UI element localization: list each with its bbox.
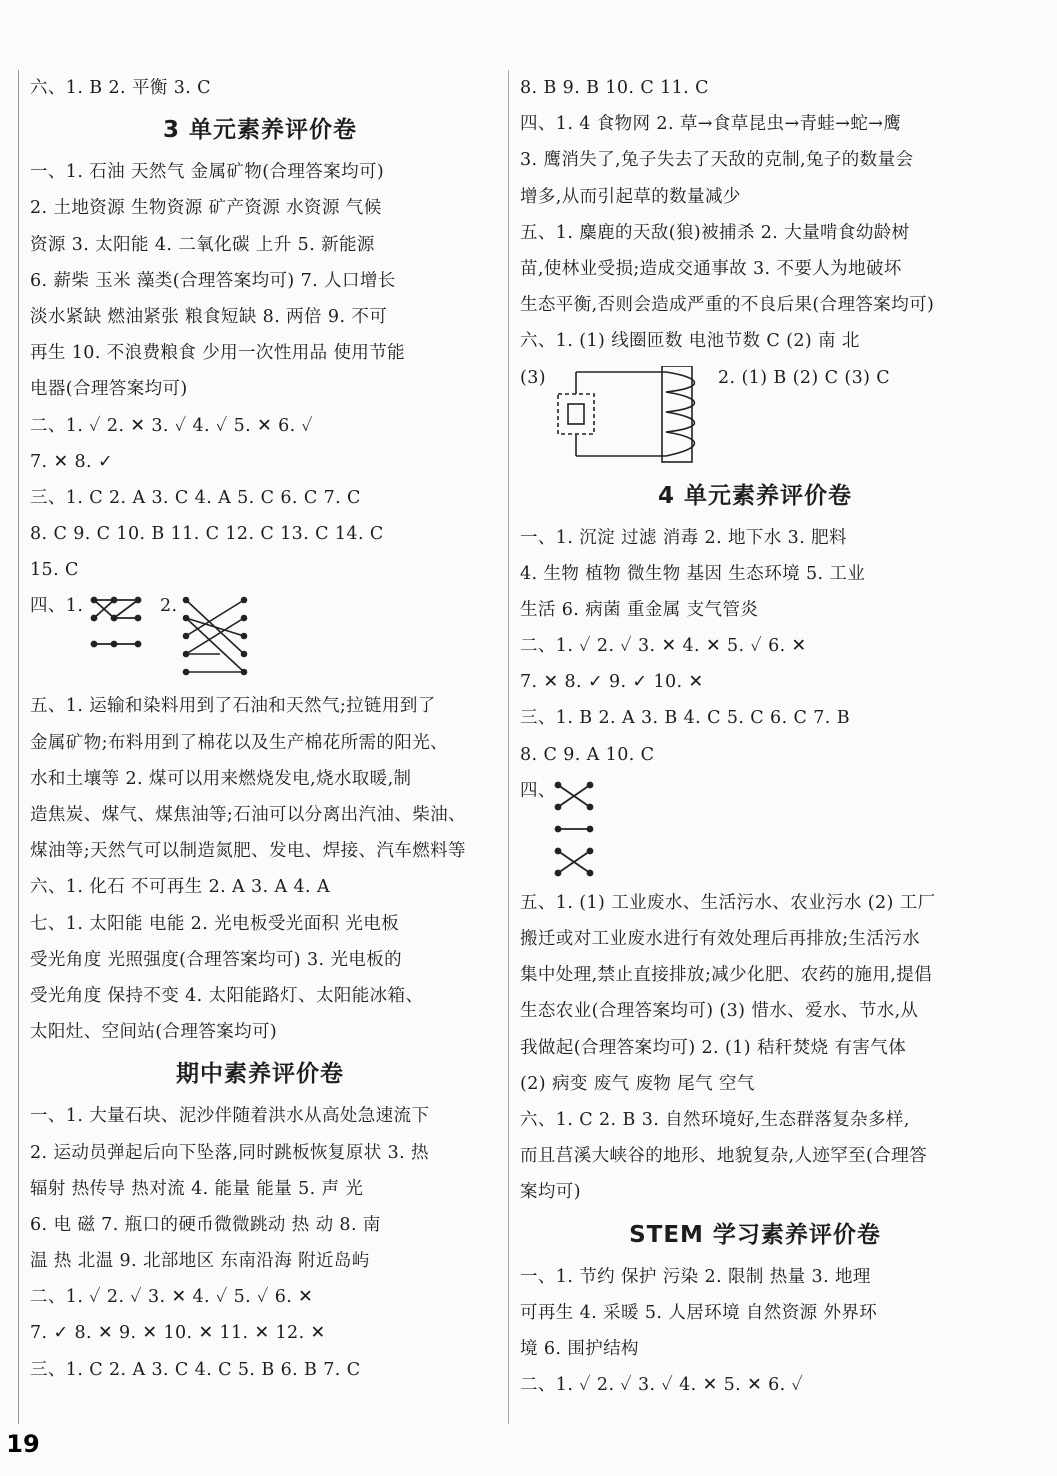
circuit-diagram — [554, 366, 724, 466]
answer-line: 15. C — [30, 560, 79, 581]
answer-line: 一、1. 沉淀 过滤 消毒 2. 地下水 3. 肥料 — [520, 527, 847, 548]
section-title-midterm: 期中素养评价卷 — [176, 1061, 344, 1088]
answer-line: 二、1. ✓ 2. ✓ 3. ✕ 4. ✕ 5. ✓ 6. ✕ — [520, 636, 807, 657]
column-divider — [508, 70, 509, 1424]
answer-line: 3. 鹰消失了,兔子失去了天敌的克制,兔子的数量会 — [520, 150, 914, 171]
answer-line: 六、1. 化石 不可再生 2. A 3. A 4. A — [30, 877, 331, 898]
section-title-unit4: 4 单元素养评价卷 — [657, 482, 852, 509]
answer-line: 我做起(合理答案均可) 2. (1) 秸秆焚烧 有害气体 — [520, 1037, 907, 1058]
answer-line: 一、1. 节约 保护 污染 2. 限制 热量 3. 地理 — [520, 1266, 871, 1287]
matching-diagram-3 — [554, 781, 594, 879]
answer-line: 7. ✓ 8. ✕ 9. ✕ 10. ✕ 11. ✕ 12. ✕ — [30, 1323, 326, 1344]
matching-diagram-1 — [90, 596, 142, 648]
answer-line: (2) 病变 废气 废物 尾气 空气 — [520, 1073, 755, 1094]
answer-line: 2. 运动员弹起后向下坠落,同时跳板恢复原状 3. 热 — [30, 1142, 429, 1163]
answer-line: 二、1. ✓ 2. ✓ 3. ✕ 4. ✓ 5. ✓ 6. ✕ — [30, 1287, 314, 1308]
right-column — [520, 70, 990, 1403]
answer-line: 生态农业(合理答案均可) (3) 惜水、爱水、节水,从 — [520, 1001, 919, 1022]
fig-label: 2. — [160, 596, 178, 617]
answer-line: 七、1. 太阳能 电能 2. 光电板受光面积 光电板 — [30, 913, 400, 934]
section-title-unit3: 3 单元素养评价卷 — [162, 117, 357, 144]
fig-label: 四、1. — [30, 596, 84, 617]
answer-line: 8. C 9. C 10. B 11. C 12. C 13. C 14. C — [30, 524, 384, 545]
answer-line: 一、1. 石油 天然气 金属矿物(合理答案均可) — [30, 162, 385, 183]
answer-line: 生态平衡,否则会造成严重的不良后果(合理答案均可) — [520, 295, 935, 316]
answer-line: 2. 土地资源 生物资源 矿产资源 水资源 气候 — [30, 198, 382, 219]
answer-line: 电器(合理答案均可) — [30, 379, 188, 400]
answer-line: 温 热 北温 9. 北部地区 东南沿海 附近岛屿 — [30, 1251, 370, 1272]
answer-line: 8. B 9. B 10. C 11. C — [520, 78, 709, 98]
answer-line: 6. 电 磁 7. 瓶口的硬币微微跳动 热 动 8. 南 — [30, 1214, 381, 1235]
answer-line: 案均可) — [520, 1182, 581, 1203]
answer-line: 苗,使林业受损;造成交通事故 3. 不要人为地破坏 — [520, 258, 902, 279]
answer-line: 辐射 热传导 热对流 4. 能量 能量 5. 声 光 — [30, 1178, 364, 1199]
answer-line: 4. 生物 植物 微生物 基因 生态环境 5. 工业 — [520, 563, 866, 584]
answer-line: 资源 3. 太阳能 4. 二氧化碳 上升 5. 新能源 — [30, 234, 375, 255]
answer-line: 五、1. 麋鹿的天敌(狼)被捕杀 2. 大量啃食幼龄树 — [520, 222, 910, 243]
answer-line: 六、1. B 2. 平衡 3. C — [30, 78, 211, 98]
answer-line: 五、1. 运输和染料用到了石油和天然气;拉链用到了 — [30, 696, 436, 717]
answer-line: 二、1. ✓ 2. ✓ 3. ✓ 4. ✕ 5. ✕ 6. ✓ — [520, 1375, 804, 1396]
answer-line: 六、1. (1) 线圈匝数 电池节数 C (2) 南 北 — [520, 331, 860, 352]
answer-line: 三、1. C 2. A 3. C 4. A 5. C 6. C 7. C — [30, 487, 361, 508]
fig-label: 四、 — [520, 780, 556, 801]
answer-line: 淡水紧缺 燃油紧张 粮食短缺 8. 两倍 9. 不可 — [30, 306, 388, 327]
answer-line: 五、1. (1) 工业废水、生活污水、农业污水 (2) 工厂 — [520, 892, 936, 913]
answer-line: 一、1. 大量石块、泥沙伴随着洪水从高处急速流下 — [30, 1106, 430, 1127]
answer-line: 水和土壤等 2. 煤可以用来燃烧发电,烧水取暖,制 — [30, 768, 412, 789]
answer-line: 集中处理,禁止直接排放;减少化肥、农药的施用,提倡 — [520, 965, 933, 986]
answer-line: 增多,从而引起草的数量减少 — [520, 186, 741, 207]
answer-line: 7. ✕ 8. ✓ — [30, 451, 114, 472]
left-margin-rule — [18, 70, 19, 1424]
page-number: 19 — [6, 1430, 40, 1458]
answer-line: 受光角度 保持不变 4. 太阳能路灯、太阳能冰箱、 — [30, 985, 424, 1006]
answer-line: 金属矿物;布料用到了棉花以及生产棉花所需的阳光、 — [30, 732, 448, 753]
electromagnet-circuit-figure — [520, 360, 990, 472]
matching-diagram-2 — [180, 594, 250, 684]
answer-line: 受光角度 光照强度(合理答案均可) 3. 光电板的 — [30, 949, 403, 970]
answer-line: 三、1. B 2. A 3. B 4. C 5. C 6. C 7. B — [520, 708, 850, 729]
answer-line: 而且莒溪大峡谷的地形、地貌复杂,人迹罕至(合理答 — [520, 1146, 927, 1167]
answer-line: 三、1. C 2. A 3. C 4. C 5. B 6. B 7. C — [30, 1359, 361, 1380]
answer-line: 可再生 4. 采暖 5. 人居环境 自然资源 外界环 — [520, 1302, 878, 1323]
answer-line: 太阳灶、空间站(合理答案均可) — [30, 1022, 278, 1043]
answer-line: 六、1. C 2. B 3. 自然环境好,生态群落复杂多样, — [520, 1109, 910, 1130]
answer-line: 造焦炭、煤气、煤焦油等;石油可以分离出汽油、柴油、 — [30, 805, 466, 825]
answer-line: 四、1. 4 食物网 2. 草→食草昆虫→青蛙→蛇→鹰 — [520, 114, 902, 135]
answer-line: 煤油等;天然气可以制造氮肥、发电、焊接、汽车燃料等 — [30, 841, 466, 862]
answer-line: 8. C 9. A 10. C — [520, 744, 655, 765]
answer-line: 7. ✕ 8. ✓ 9. ✓ 10. ✕ — [520, 672, 704, 693]
fig-label: (3) — [520, 367, 546, 388]
answer-line: 6. 薪柴 玉米 藻类(合理答案均可) 7. 人口增长 — [30, 270, 396, 291]
matching-figure-unit4 — [520, 773, 990, 885]
answer-line: 境 6. 围护结构 — [520, 1338, 639, 1359]
fig-label: 2. (1) B (2) C (3) C — [718, 367, 891, 388]
section-title-stem: STEM 学习素养评价卷 — [629, 1221, 881, 1248]
matching-figures-unit3 — [30, 588, 490, 688]
left-column — [30, 70, 490, 1388]
answer-line: 二、1. ✓ 2. ✕ 3. ✓ 4. ✓ 5. ✕ 6. ✓ — [30, 415, 314, 436]
answer-line: 再生 10. 不浪费粮食 少用一次性用品 使用节能 — [30, 343, 406, 364]
answer-line: 生活 6. 病菌 重金属 支气管炎 — [520, 599, 759, 620]
answer-line: 搬迁或对工业废水进行有效处理后再排放;生活污水 — [520, 929, 921, 949]
